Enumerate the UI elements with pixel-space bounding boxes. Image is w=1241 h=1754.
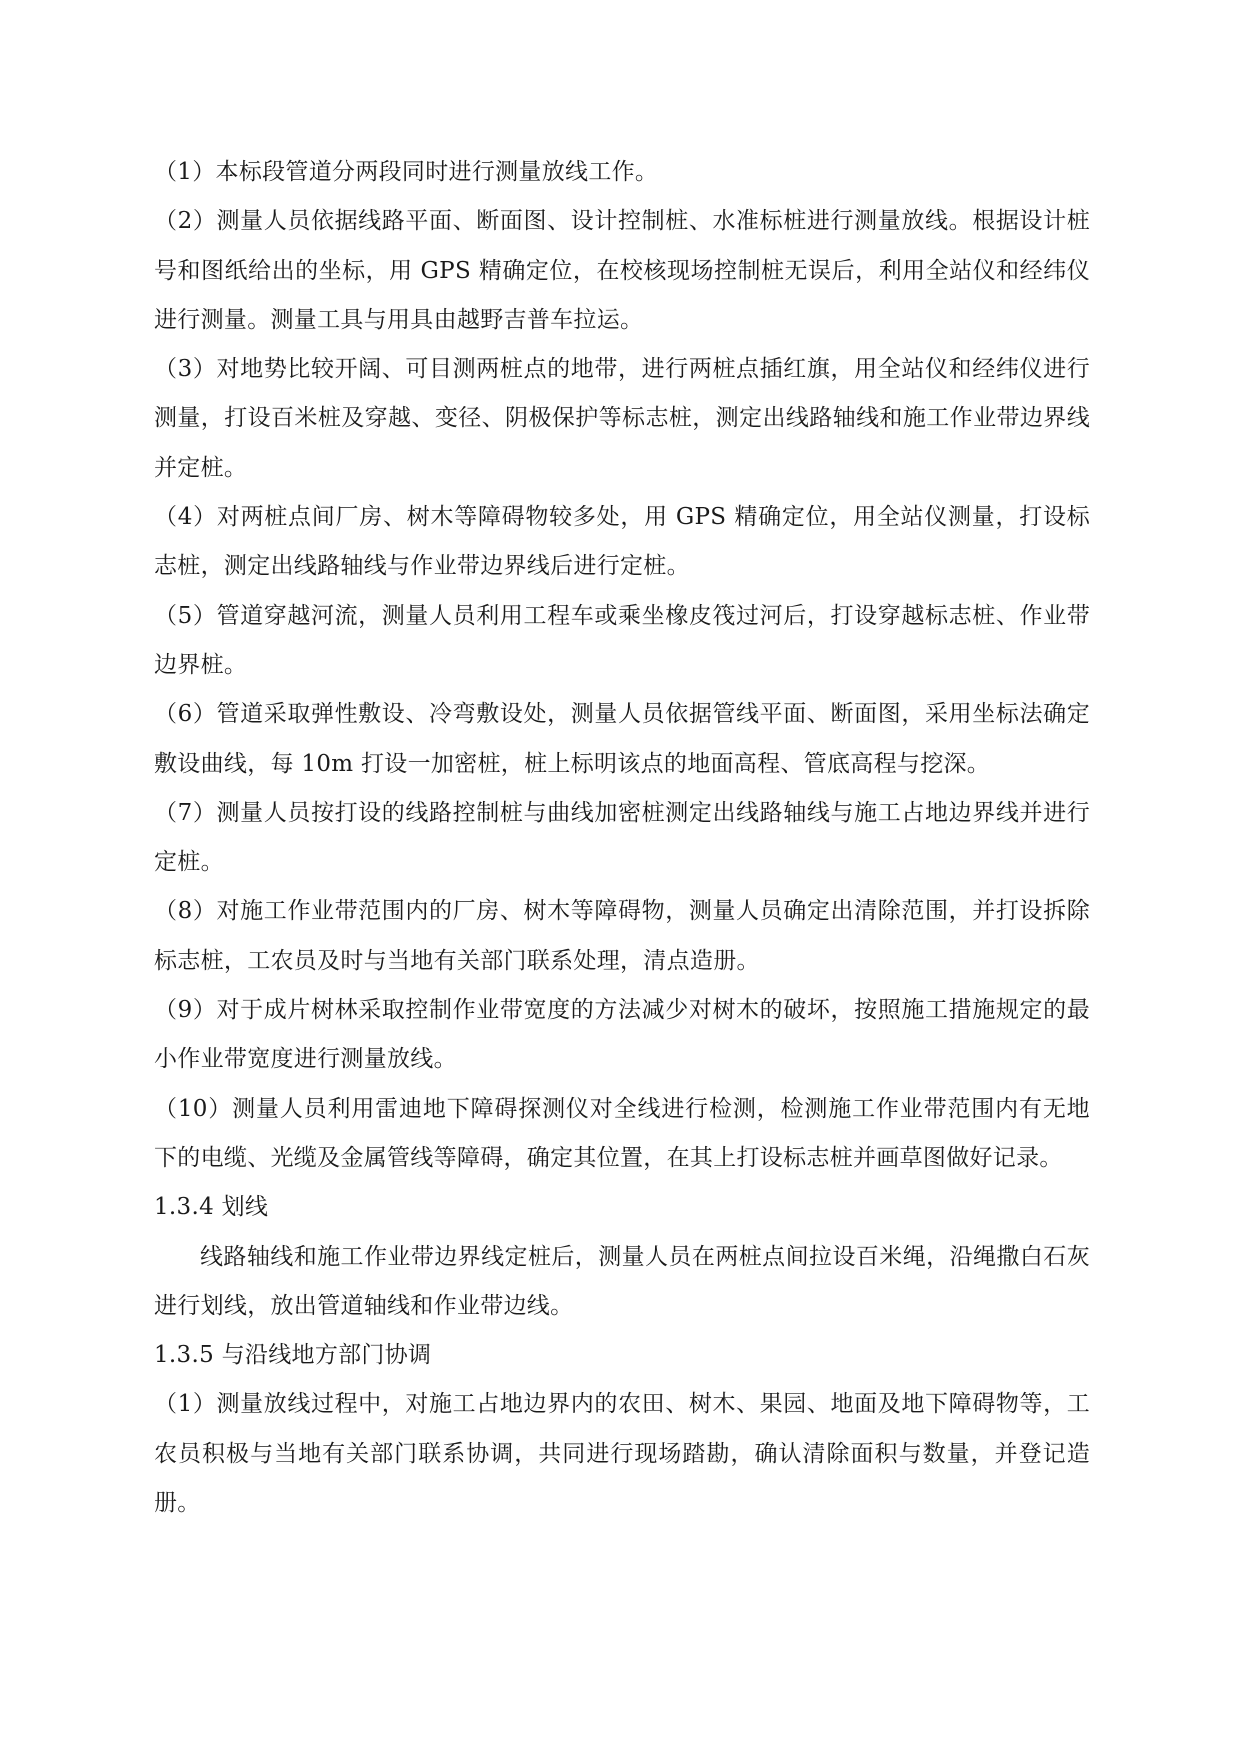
paragraph-item-2: （2）测量人员依据线路平面、断面图、设计控制桩、水准标桩进行测量放线。根据设计桩号和图纸给出的坐标，用 GPS 精确定位，在校核现场控制桩无误后，利用全站仪和经纬仪进行测量。测量工具与用具由越野吉普车拉运。 [154,208,1090,333]
paragraph-item-8: （8）对施工作业带范围内的厂房、树木等障碍物，测量人员确定出清除范围，并打设拆除标志桩，工农员及时与当地有关部门联系处理，清点造册。 [154,898,1090,974]
section-heading-1-3-4: 1.3.4 划线 [154,1194,269,1221]
section-heading-1-3-5: 1.3.5 与沿线地方部门协调 [154,1342,432,1369]
document-body [154,148,1090,1528]
section-body-1-3-4: 线路轴线和施工作业带边界线定桩后，测量人员在两桩点间拉设百米绳，沿绳撒白石灰进行划线，放出管道轴线和作业带边线。 [154,1243,1090,1319]
paragraph-item-5: （5）管道穿越河流，测量人员利用工程车或乘坐橡皮筏过河后，打设穿越标志桩、作业带边界桩。 [154,602,1090,678]
paragraph-item-4: （4）对两桩点间厂房、树木等障碍物较多处，用 GPS 精确定位，用全站仪测量，打设标志桩，测定出线路轴线与作业带边界线后进行定桩。 [154,504,1090,580]
paragraph-item-9: （9）对于成片树林采取控制作业带宽度的方法减少对树木的破坏，按照施工措施规定的最小作业带宽度进行测量放线。 [154,997,1090,1073]
paragraph-item-1: （1）本标段管道分两段同时进行测量放线工作。 [154,159,659,185]
paragraph-item-3: （3）对地势比较开阔、可目测两桩点的地带，进行两桩点插红旗，用全站仪和经纬仪进行测量，打设百米桩及穿越、变径、阴极保护等标志桩，测定出线路轴线和施工作业带边界线并定桩。 [154,356,1090,481]
section-body-1-3-5: （1）测量放线过程中，对施工占地边界内的农田、树木、果园、地面及地下障碍物等，工农员积极与当地有关部门联系协调，共同进行现场踏勘，确认清除面积与数量，并登记造册。 [154,1391,1090,1517]
paragraph-item-6: （6）管道采取弹性敷设、冷弯敷设处，测量人员依据管线平面、断面图，采用坐标法确定敷设曲线，每 10m 打设一加密桩，桩上标明该点的地面高程、管底高程与挖深。 [154,701,1090,777]
paragraph-item-7: （7）测量人员按打设的线路控制桩与曲线加密桩测定出线路轴线与施工占地边界线并进行定桩。 [154,799,1090,876]
paragraph-item-10: （10）测量人员利用雷迪地下障碍探测仪对全线进行检测，检测施工作业带范围内有无地下的电缆、光缆及金属管线等障碍，确定其位置，在其上打设标志桩并画草图做好记录。 [154,1095,1090,1171]
